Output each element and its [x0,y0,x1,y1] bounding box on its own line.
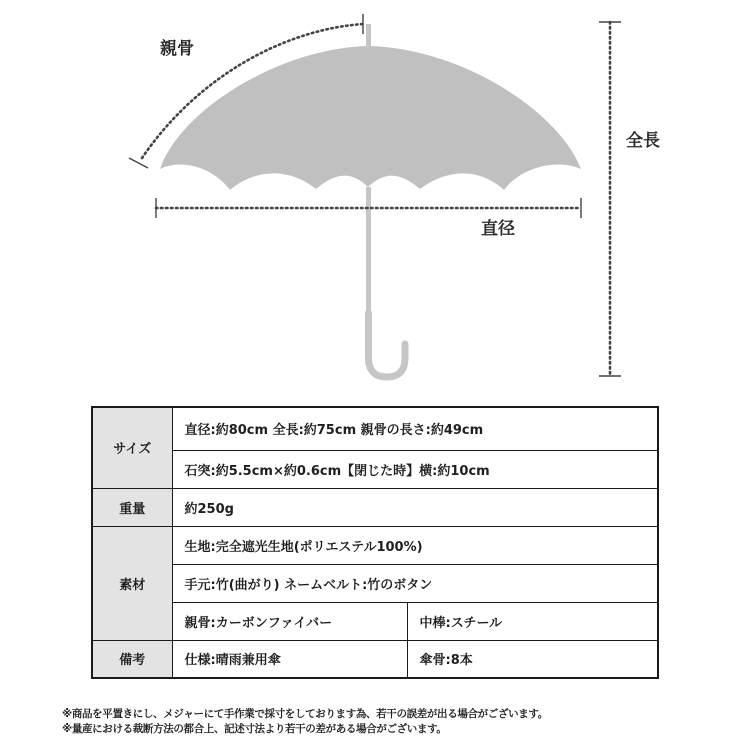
material-header: 素材 [92,526,172,640]
material-handle: 手元:竹(曲がり) ネームベルト:竹のボタン [172,564,658,602]
rib-label: 親骨 [160,39,194,59]
diameter-label: 直径 [481,219,515,239]
total-length-label: 全長 [626,131,660,151]
table-row [92,450,658,488]
material-shaft: 中棒:スチール [407,602,658,640]
size-line-2: 石突:約5.5cm×約0.6cm【閉じた時】横:約10cm [172,450,658,488]
weight-header: 重量 [92,488,172,526]
table-row [92,526,658,564]
table-row [92,602,658,640]
rib-dimension-tick-start [129,158,148,168]
table-row [92,488,658,526]
table-row [92,564,658,602]
size-header: サイズ [92,407,172,488]
umbrella-tip [366,24,371,48]
remarks-ribs: 傘骨:8本 [407,640,658,678]
size-line-1: 直径:約80cm 全長:約75cm 親骨の長さ:約49cm [172,407,658,450]
table-row [92,640,658,678]
measurement-note-2: ※量産における裁断方法の都合上、記述寸法より若干の差がある場合がございます。 [62,723,447,735]
umbrella-canopy [160,46,581,190]
remarks-header: 備考 [92,640,172,678]
spec-table [91,406,659,679]
measurement-note-1: ※商品を平置きにし、メジャーにて手作業で採寸をしております為、若干の誤差が出る場合がございます。 [62,708,548,720]
material-rib: 親骨:カーボンファイバー [172,602,407,640]
umbrella-shaft [366,187,371,315]
material-fabric: 生地:完全遮光生地(ポリエステル100%) [172,526,658,564]
table-row [92,407,658,450]
weight-value: 約250g [172,488,658,526]
remarks-spec: 仕様:晴雨兼用傘 [172,640,407,678]
umbrella-handle [369,313,406,377]
